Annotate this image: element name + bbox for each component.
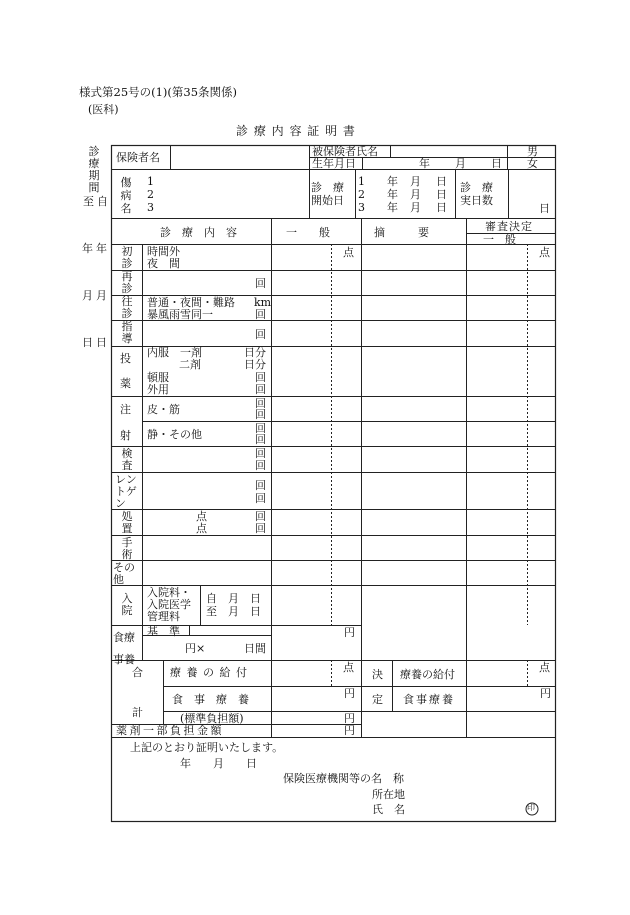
procedure-times-1: 回 [255,510,266,523]
inj-times-1: 回 [255,397,266,410]
decision-label-1: 決 [372,668,383,681]
med-item-external: 外用 [147,383,169,396]
total-standard-yen: 円 [344,712,355,725]
birth-day: 日 [491,157,502,170]
exam-times-2: 回 [255,459,266,472]
disease-num-2: 2 [147,188,154,201]
org-name-label: 保険医療機関等の名 称 [283,772,404,785]
decision-meal-yen: 円 [540,687,551,700]
period-to: 至 [83,195,94,208]
adm-from: 自 月 日 [206,592,261,605]
row-meal-label: 食療事養 [113,631,135,666]
inj-item-1: 皮・筋 [147,403,180,416]
sex-female: 女 [527,157,538,170]
period-month-2: 月 [96,289,107,302]
period-year-2: 年 [96,242,107,255]
row-initial-label: 初診 [121,245,133,270]
row-exam-label: 検査 [121,447,133,472]
form-number: 様式第25号の(1)(第35条関係) [79,85,238,99]
disease-num-3: 3 [147,201,154,214]
procedure-times-2: 回 [255,522,266,535]
period-month-1: 月 [82,289,93,302]
decision-care-benefit: 療養の給付 [400,668,455,681]
inj-times-4: 回 [255,433,266,446]
start-num-1: 1 [358,175,365,188]
row-xray-label: レントゲン [115,473,137,510]
start-d-1: 日 [436,175,447,188]
adm-fee-1: 入院料・ [147,586,191,599]
inj-item-2: 静・その他 [147,428,202,441]
row-admission-label: 入院 [121,592,133,617]
med-item-prn: 頓服 [147,371,169,384]
start-num-3: 3 [358,201,365,214]
med-item-oral: 内服 一剤 [147,346,202,359]
total-label-1: 合 [132,666,143,679]
house-call-times: 回 [255,308,266,321]
inj-times-2: 回 [255,408,266,421]
row-surgery-label: 手術 [121,536,133,561]
col-content: 診 療 内 容 [160,226,237,239]
period-year-1: 年 [82,242,93,255]
procedure-point-1: 点 [196,510,207,523]
row-house-call-label: 往診 [121,295,133,320]
med-times-1: 回 [255,371,266,384]
treat-days-unit: 日 [539,202,550,215]
period-day-1: 日 [82,336,93,349]
meal-days: 日間 [244,642,266,655]
initial-item-2: 夜 間 [147,257,180,270]
adm-fee-2: 入院医学 [147,598,191,611]
initial-point-unit: 点 [343,246,354,259]
disease-label: 傷病名 [120,176,132,215]
decision-label-2: 定 [372,693,383,706]
adm-to: 至 月 日 [206,605,261,618]
treat-days-label-1: 診 療 [460,181,493,194]
guidance-times: 回 [255,328,266,341]
row-other-label: その他 [113,561,135,586]
address-label: 所在地 [372,788,405,801]
initial-item-1: 時間外 [147,245,180,258]
certify-date: 年 月 日 [180,757,257,770]
seal-mark: 印 [527,803,535,812]
period-label: 診療期間 [88,145,100,194]
start-date-label-2: 開始日 [311,194,344,207]
adm-fee-3: 管理料 [147,610,180,623]
med-day-portion-1: 日分 [244,346,266,359]
col-general: 一 般 [286,226,330,239]
row-revisit-label: 再診 [121,270,133,295]
col-review-general: 一 般 [483,233,516,246]
total-label-2: 計 [132,706,143,719]
start-num-2: 2 [358,188,365,201]
start-m-2: 月 [410,188,421,201]
house-call-item-2: 暴風雨雪同一 [147,308,213,321]
start-date-label-1: 診 療 [311,181,344,194]
start-m-1: 月 [410,175,421,188]
total-meal-care: 食 事 療 養 [172,693,249,706]
row-procedure-label: 処置 [121,510,133,535]
decision-point-unit: 点 [539,661,550,674]
start-y-1: 年 [387,175,398,188]
initial-review-point-unit: 点 [539,246,550,259]
row-medication-label-1: 投 [120,352,131,365]
exam-times-1: 回 [255,447,266,460]
total-care-benefit: 療 養 の 給 付 [170,666,248,679]
med-day-portion-2: 日分 [244,358,266,371]
col-review: 審査決定 [485,220,533,233]
start-d-3: 日 [436,201,447,214]
decision-meal-care: 食事療養 [403,693,455,706]
col-summary: 摘 要 [374,226,429,239]
meal-yen: 円 [344,626,355,639]
med-item-two: 二剤 [179,358,201,371]
house-call-item-1: 普通・夜間・難路 [147,296,235,309]
start-m-3: 月 [410,201,421,214]
treat-days-label-2: 実日数 [460,194,493,207]
certify-text: 上記のとおり証明いたします。 [130,741,284,754]
name-label: 氏 名 [372,803,405,816]
xray-times-2: 回 [255,492,266,505]
inj-times-3: 回 [255,422,266,435]
period-day-2: 日 [96,336,107,349]
birth-label: 生年月日 [312,157,356,170]
xray-times-1: 回 [255,479,266,492]
total-standard-burden: (標準負担額) [180,712,244,725]
meal-standard: 基 準 [147,625,180,638]
procedure-point-2: 点 [196,522,207,535]
disease-num-1: 1 [147,175,154,188]
sex-male: 男 [527,145,538,158]
category-label: (医科) [88,103,119,116]
med-times-2: 回 [255,383,266,396]
revisit-times: 回 [255,277,266,290]
total-drug-yen: 円 [344,724,355,737]
insurer-label: 保険者名 [116,151,160,164]
start-y-2: 年 [387,188,398,201]
start-y-3: 年 [387,201,398,214]
row-injection-label-1: 注 [120,403,131,416]
house-call-km: km [254,296,272,309]
period-from: 自 [97,195,108,208]
start-d-2: 日 [436,188,447,201]
total-meal-yen: 円 [344,687,355,700]
row-guidance-label: 指導 [121,320,133,345]
total-drug-copay: 薬剤一部負担金額 [116,724,224,737]
row-medication-label-2: 薬 [120,377,131,390]
meal-yen-x: 円× [185,642,206,655]
birth-month: 月 [455,157,466,170]
birth-year: 年 [419,157,430,170]
row-injection-label-2: 射 [120,429,131,442]
page-title: 診 療 内 容 証 明 書 [236,124,356,138]
insured-name-label: 被保険者氏名 [312,145,378,158]
total-care-point-unit: 点 [343,661,354,674]
